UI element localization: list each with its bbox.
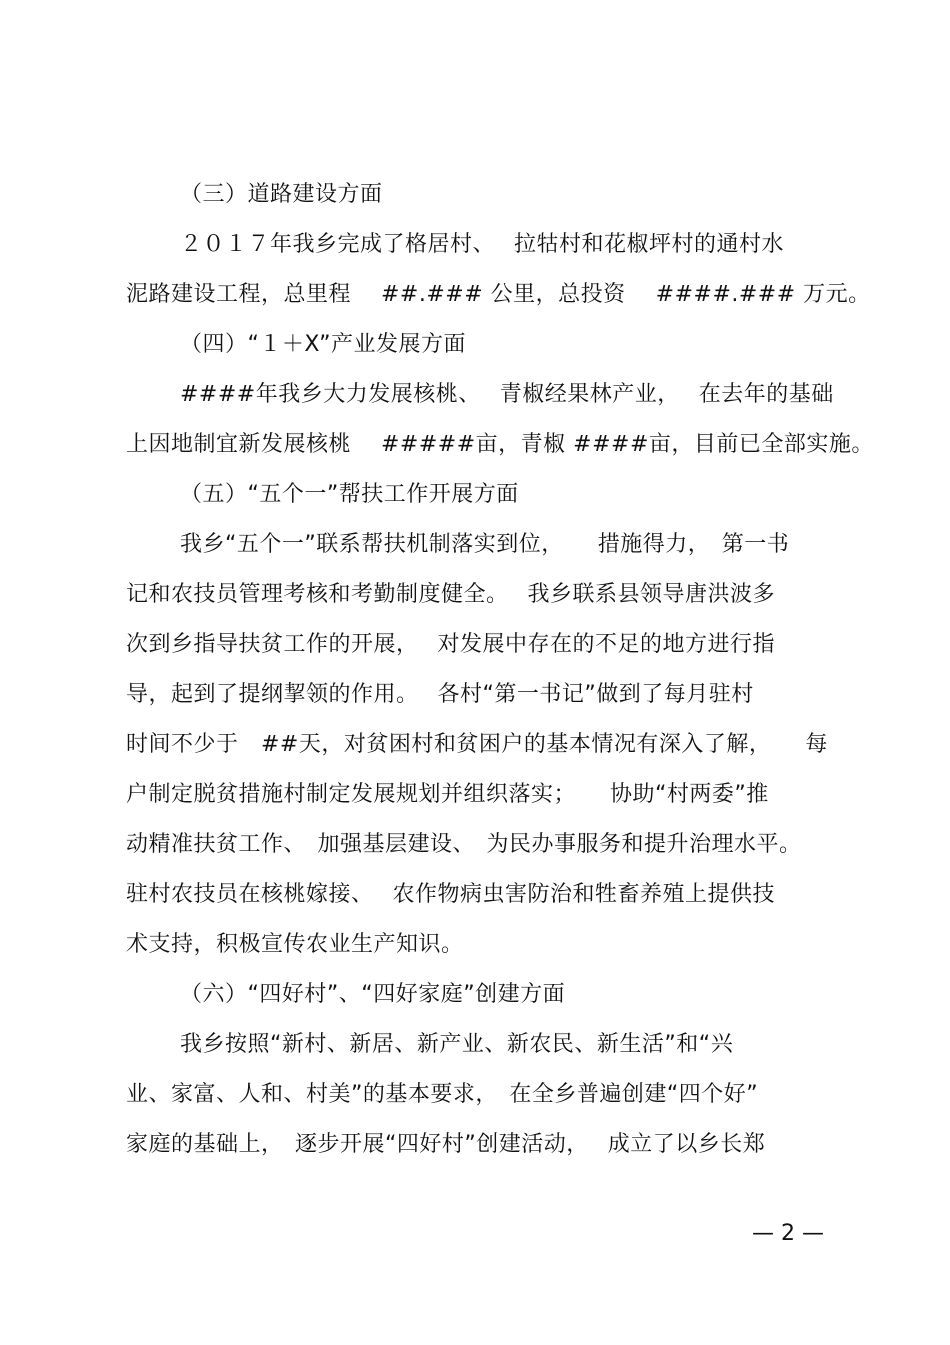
text-line: 动精准扶贫工作、 加强基层建设、 为民办事服务和提升治理水平。 <box>126 832 802 857</box>
heading-road-construction: （三）道路建设方面 <box>180 182 383 207</box>
text-line: 术支持，积极宣传农业生产知识。 <box>126 932 464 957</box>
text-line: ####年我乡大力发展核桃、 青椒经果林产业， 在去年的基础 <box>180 382 834 407</box>
text-line: 导，起到了提纲挈领的作用。 各村“第一书记”做到了每月驻村 <box>126 682 754 707</box>
page-number: — 2 — <box>752 1221 824 1246</box>
heading-five-ones-assistance: （五）“五个一”帮扶工作开展方面 <box>180 482 519 507</box>
text-line: 记和农技员管理考核和考勤制度健全。 我乡联系县领导唐洪波多 <box>126 582 775 607</box>
heading-industry-development: （四）“１＋X”产业发展方面 <box>180 332 466 357</box>
text-line: 时间不少于 ##天，对贫困村和贫困户的基本情况有深入了解， 每 <box>126 732 828 757</box>
text-line: 户制定脱贫措施村制定发展规划并组织落实； 协助“村两委”推 <box>126 782 769 807</box>
text-line: 我乡按照“新村、新居、新产业、新农民、新生活”和“兴 <box>180 1032 734 1057</box>
text-line: 家庭的基础上， 逐步开展“四好村”创建活动， 成立了以乡长郑 <box>126 1132 766 1157</box>
heading-four-good-village: （六）“四好村”、“四好家庭”创建方面 <box>180 982 566 1007</box>
text-line: 我乡“五个一”联系帮扶机制落实到位， 措施得力， 第一书 <box>180 532 790 557</box>
text-line: ２０１７年我乡完成了格居村、 拉牯村和花椒坪村的通村水 <box>180 232 784 257</box>
text-line: 泥路建设工程，总里程 ##.### 公里，总投资 ####.### 万元。 <box>126 282 871 307</box>
text-line: 上因地制宜新发展核桃 #####亩，青椒 ####亩，目前已全部实施。 <box>126 432 874 457</box>
text-line: 业、家富、人和、村美”的基本要求， 在全乡普遍创建“四个好” <box>126 1082 759 1107</box>
text-line: 次到乡指导扶贫工作的开展， 对发展中存在的不足的地方进行指 <box>126 632 775 657</box>
text-line: 驻村农技员在核桃嫁接、 农作物病虫害防治和牲畜养殖上提供技 <box>126 882 775 907</box>
